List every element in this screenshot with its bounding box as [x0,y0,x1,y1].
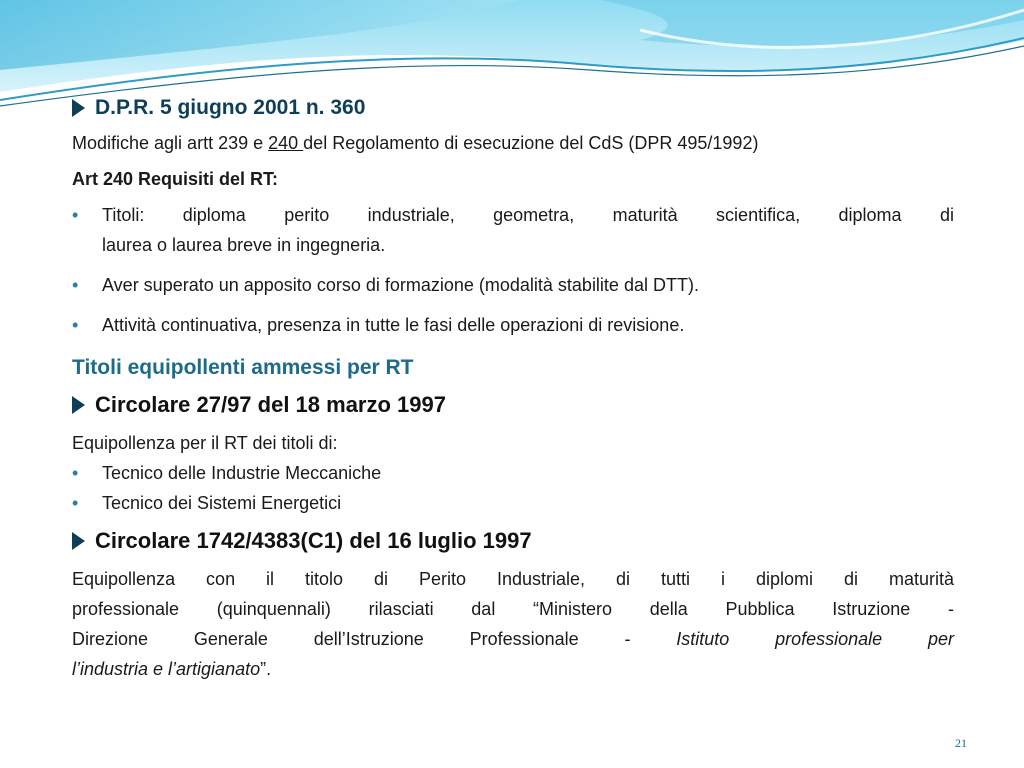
circolare-1742-heading: Circolare 1742/4383(C1) del 16 luglio 1997 [72,524,954,558]
page-number: 21 [955,736,967,750]
equivalent-titles-heading: Titoli equipollenti ammessi per RT [72,356,414,379]
circ1-intro: Equipollenza per il RT dei titoli di: [72,433,338,453]
art240-subheading: Art 240 Requisiti del RT: [72,169,279,189]
list-item: • Aver superato un apposito corso di formazione (modalità stabilite dal DTT). [72,270,954,300]
circ2-paragraph: Equipollenza con il titolo di Perito Industriale, di tutti i diplomi di maturità professionale (quinquennali) rilasciati dal “Ministero della Pubblica Istruzione - Direzione Generale dell’Istruzione Professionale - Istituto professionale per l’industria e l’artigianato”. [72,569,954,679]
slide-content [72,92,954,684]
arrow-bullet-icon [72,396,85,414]
arrow-bullet-icon [72,99,85,117]
list-item: • Tecnico dei Sistemi Energetici [72,488,954,518]
arrow-bullet-icon [72,532,85,550]
dpr-intro: Modifiche agli artt 239 e 240 del Regolamento di esecuzione del CdS (DPR 495/1992) [72,133,759,153]
requirements-list [72,200,954,340]
circ1-list [72,458,954,518]
list-item: • Attività continuativa, presenza in tutte le fasi delle operazioni di revisione. [72,310,954,340]
dpr-heading: D.P.R. 5 giugno 2001 n. 360 [72,92,954,124]
list-item: • Tecnico delle Industrie Meccaniche [72,458,954,488]
circolare-27-97-heading: Circolare 27/97 del 18 marzo 1997 [72,388,954,422]
list-item: • Titoli: diploma perito industriale, geometra, maturità scientifica, diploma di laurea o laurea breve in ingegneria. [72,200,954,260]
article-240-link: 240 [268,133,304,153]
